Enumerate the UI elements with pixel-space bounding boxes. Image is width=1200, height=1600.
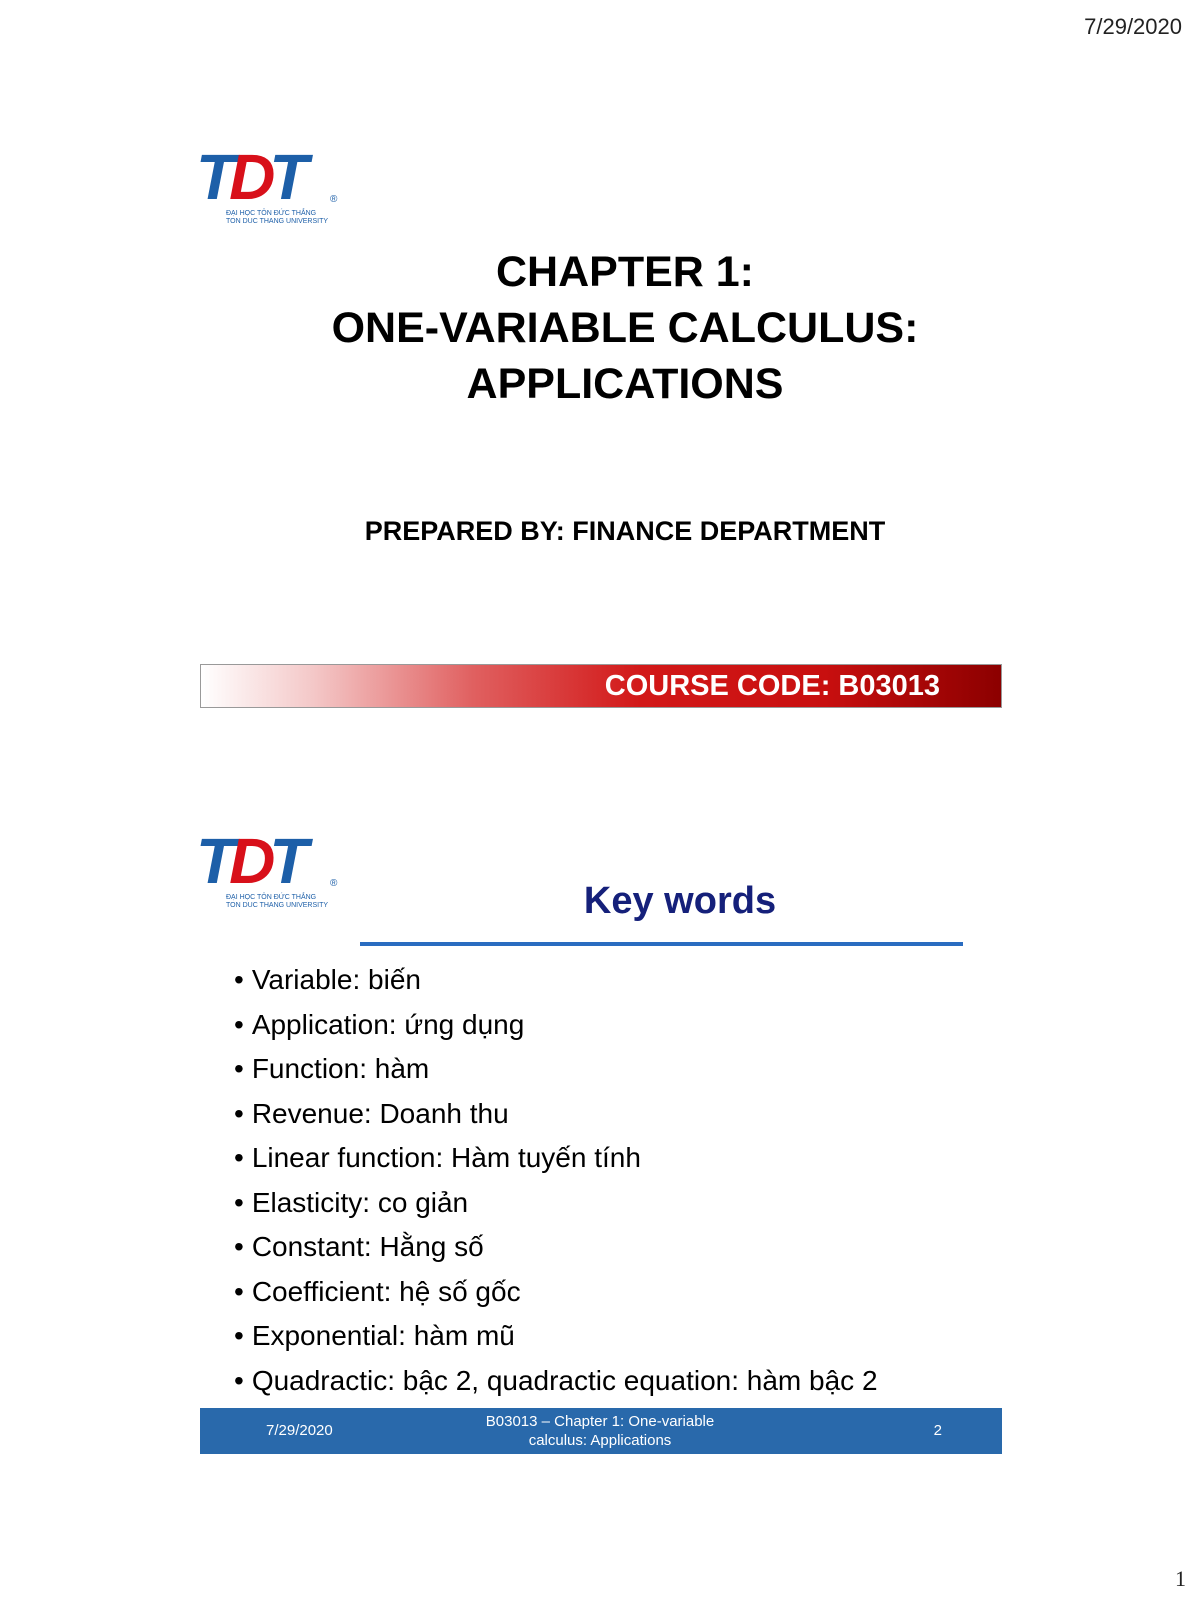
university-logo-slide2 (196, 825, 346, 916)
footer-title: B03013 – Chapter 1: One-variable calculus: Applications (485, 1413, 715, 1449)
page-number: 1 (1175, 1566, 1186, 1591)
list-item: • Variable: biến (234, 958, 878, 1003)
footer-page-number: 2 (933, 1422, 942, 1439)
university-logo (196, 141, 346, 232)
prepared-by: PREPARED BY: FINANCE DEPARTMENT (364, 516, 886, 546)
keywords-list (234, 958, 878, 1403)
list-item: • Revenue: Doanh thu (234, 1092, 878, 1137)
list-item: • Function: hàm (234, 1047, 878, 1092)
list-item: • Quadractic: bậc 2, quadractic equation: hàm bậc 2 (234, 1359, 878, 1404)
list-item: • Elasticity: co giản (234, 1181, 878, 1226)
logo-tagline: ĐẠI HỌC TÔN ĐỨC THẮNG TON DUC THANG UNIVERSITY (226, 210, 329, 225)
registered-mark: ® (330, 878, 338, 889)
keywords-title: Key words (583, 880, 777, 922)
title-underline (360, 942, 963, 946)
list-item: • Constant: Hằng số (234, 1225, 878, 1270)
slide-footer (200, 1408, 1002, 1454)
logo-mark: TDT (196, 825, 303, 897)
registered-mark: ® (330, 194, 338, 205)
header-date: 7/29/2020 (1084, 14, 1182, 39)
logo-tagline: ĐẠI HỌC TÔN ĐỨC THẮNG TON DUC THANG UNIVERSITY (226, 894, 329, 909)
footer-date: 7/29/2020 (266, 1422, 333, 1439)
list-item: • Linear function: Hàm tuyến tính (234, 1136, 878, 1181)
list-item: • Application: ứng dụng (234, 1003, 878, 1048)
logo-mark: TDT (196, 141, 303, 213)
chapter-title: CHAPTER 1: ONE-VARIABLE CALCULUS: APPLICATIONS (331, 248, 919, 408)
list-item: • Exponential: hàm mũ (234, 1314, 878, 1359)
list-item: • Coefficient: hệ số gốc (234, 1270, 878, 1315)
course-code: COURSE CODE: B03013 (604, 670, 940, 702)
